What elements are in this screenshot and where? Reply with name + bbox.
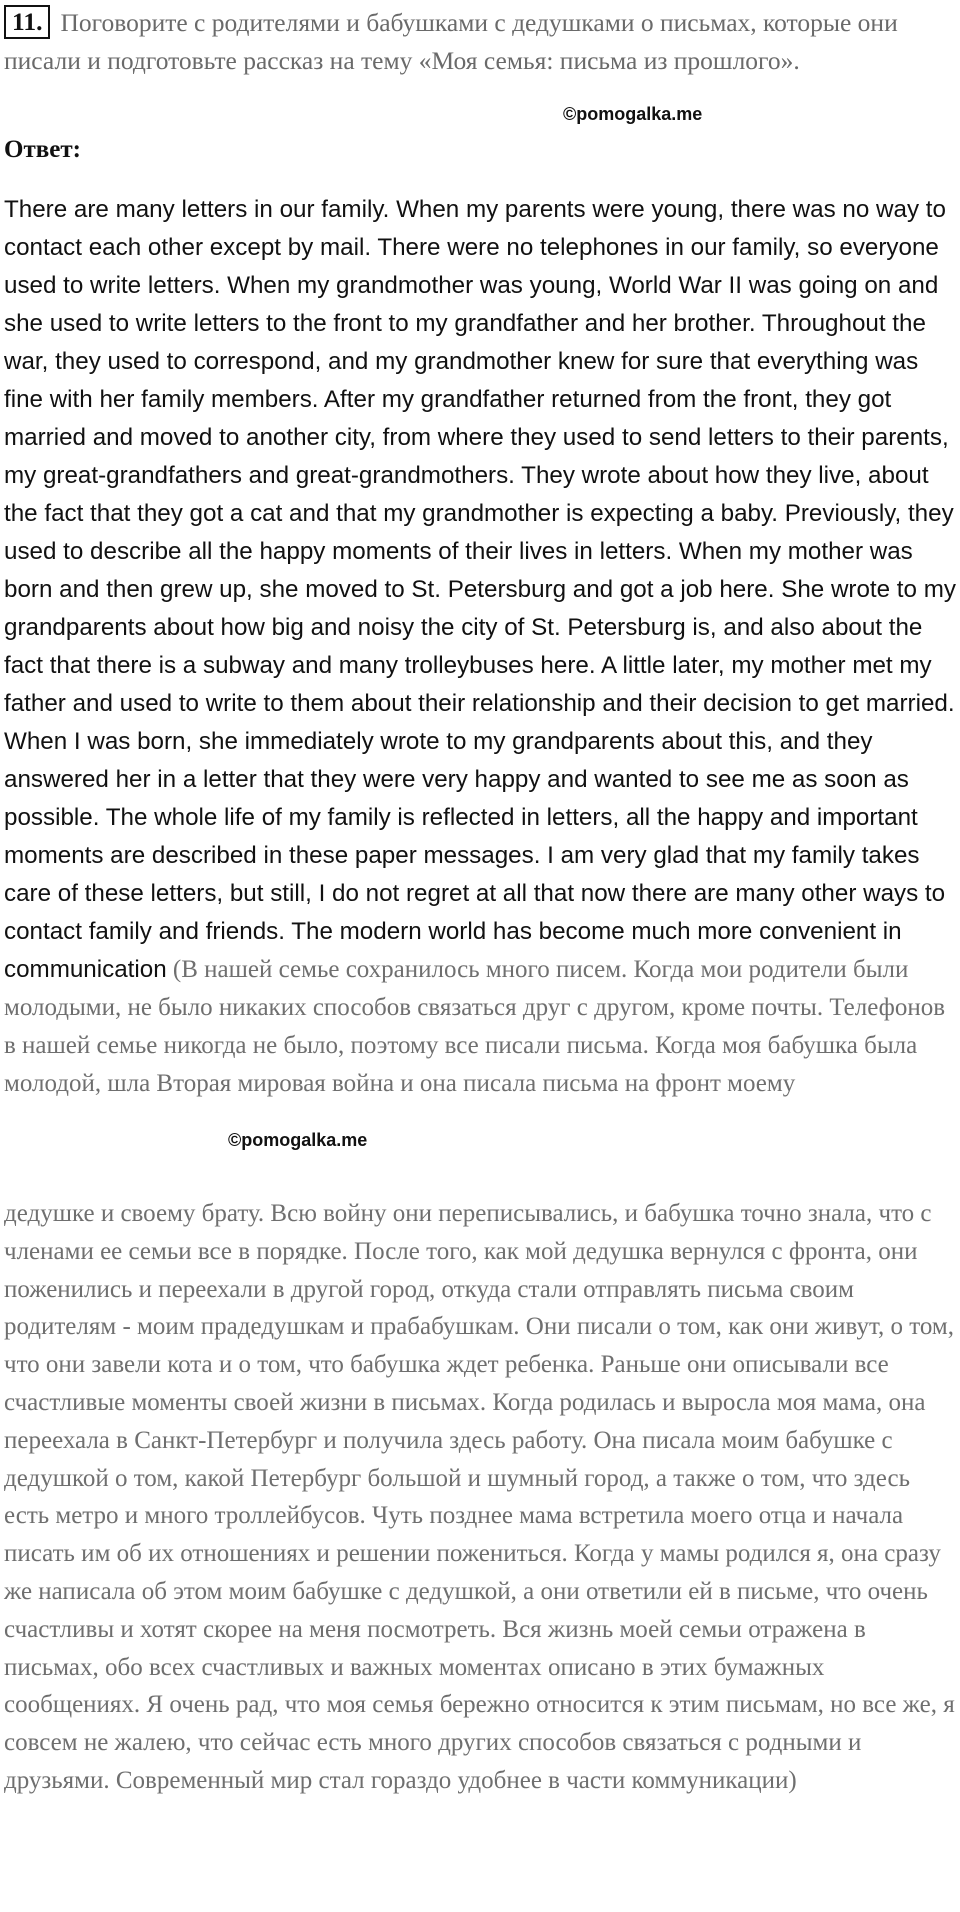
task-statement	[4, 4, 944, 80]
task-number: 11.	[4, 5, 50, 39]
russian-translation-part-2: дедушке и своему брату. Всю войну они переписывались, и бабушка точно знала, что с членами ее семьи все в порядке. После того, как мой дедушка вернулся с фронта, они поженились и переехали в другой город, откуда стали отправлять письма своим родителям - моим прадедушкам и прабабушкам. Они писали о том, как они живут, о том, что они завели кота и о том, что бабушка ждет ребенка. Раньше они описывали все счастливые моменты своей жизни в письмах. Когда родилась и выросла моя мама, она переехала в Санкт-Петербург и получила здесь работу. Она писала моим бабушке с дедушкой о том, какой Петербург большой и шумный город, а также о том, что здесь есть метро и много троллейбусов. Чуть позднее мама встретила моего отца и начала писать им об их отношениях и решении пожениться. Когда у мамы родился я, она сразу же написала об этом моим бабушке с дедушкой, а они ответили ей в письме, что очень счастливы и хотят скорее на меня посмотреть. Вся жизнь моей семьи отражена в письмах, обо всех счастливых и важных моментах описано в этих бумажных сообщениях. Я очень рад, что моя семья бережно относится к этим письмам, но все же, я совсем не жалею, что сейчас есть много других способов связаться с родными и друзьями. Современный мир стал гораздо удобнее в части коммуникации)	[4, 1200, 955, 1794]
task-text: Поговорите с родителями и бабушками с дедушками о письмах, которые они писали и подготовьте рассказ на тему «Моя семья: письма из прошлого».	[4, 8, 898, 75]
answer-paragraph	[4, 191, 959, 1103]
russian-translation-part-1: (В нашей семье сохранилось много писем. Когда мои родители были молодыми, не было никаких способов связаться друг с другом, кроме почты. Телефонов в нашей семье никогда не было, поэтому все писали письма. Когда моя бабушка была молодой, шла Вторая мировая война и она писала письма на фронт моему	[4, 956, 946, 1097]
answer-label: Ответ:	[4, 136, 81, 163]
english-answer-text: There are many letters in our family. When my parents were young, there was no way to contact each other except by mail. There were no telephones in our family, so everyone used to write letters. When my grandmother was young, World War II was going on and she used to write letters to the front to my grandfather and her brother. Throughout the war, they used to correspond, and my grandmother knew for sure that everything was fine with her family members. After my grandfather returned from the front, they got married and moved to another city, from where they used to send letters to their parents, my great-grandfathers and great-grandmothers. They wrote about how they live, about the fact that they got a cat and that my grandmother is expecting a baby. Previously, they used to describe all the happy moments of their lives in letters. When my mother was born and then grew up, she moved to St. Petersburg and got a job here. She wrote to my grandparents about how big and noisy the city of St. Petersburg is, and also about the fact that there is a subway and many trolleybuses here. A little later, my mother met my father and used to write to them about their relationship and their decision to get married. When I was born, she immediately wrote to my grandparents about this, and they answered her in a letter that they were very happy and wanted to see me as soon as possible. The whole life of my family is reflected in letters, all the happy and important moments are described in these paper messages. I am very glad that my family takes care of these letters, but still, I do not regret at all that now there are many other ways to contact family and friends. The modern world has become much more convenient in communication	[4, 196, 956, 983]
watermark: ©pomogalka.me	[563, 104, 703, 124]
watermark: ©pomogalka.me	[228, 1130, 368, 1150]
